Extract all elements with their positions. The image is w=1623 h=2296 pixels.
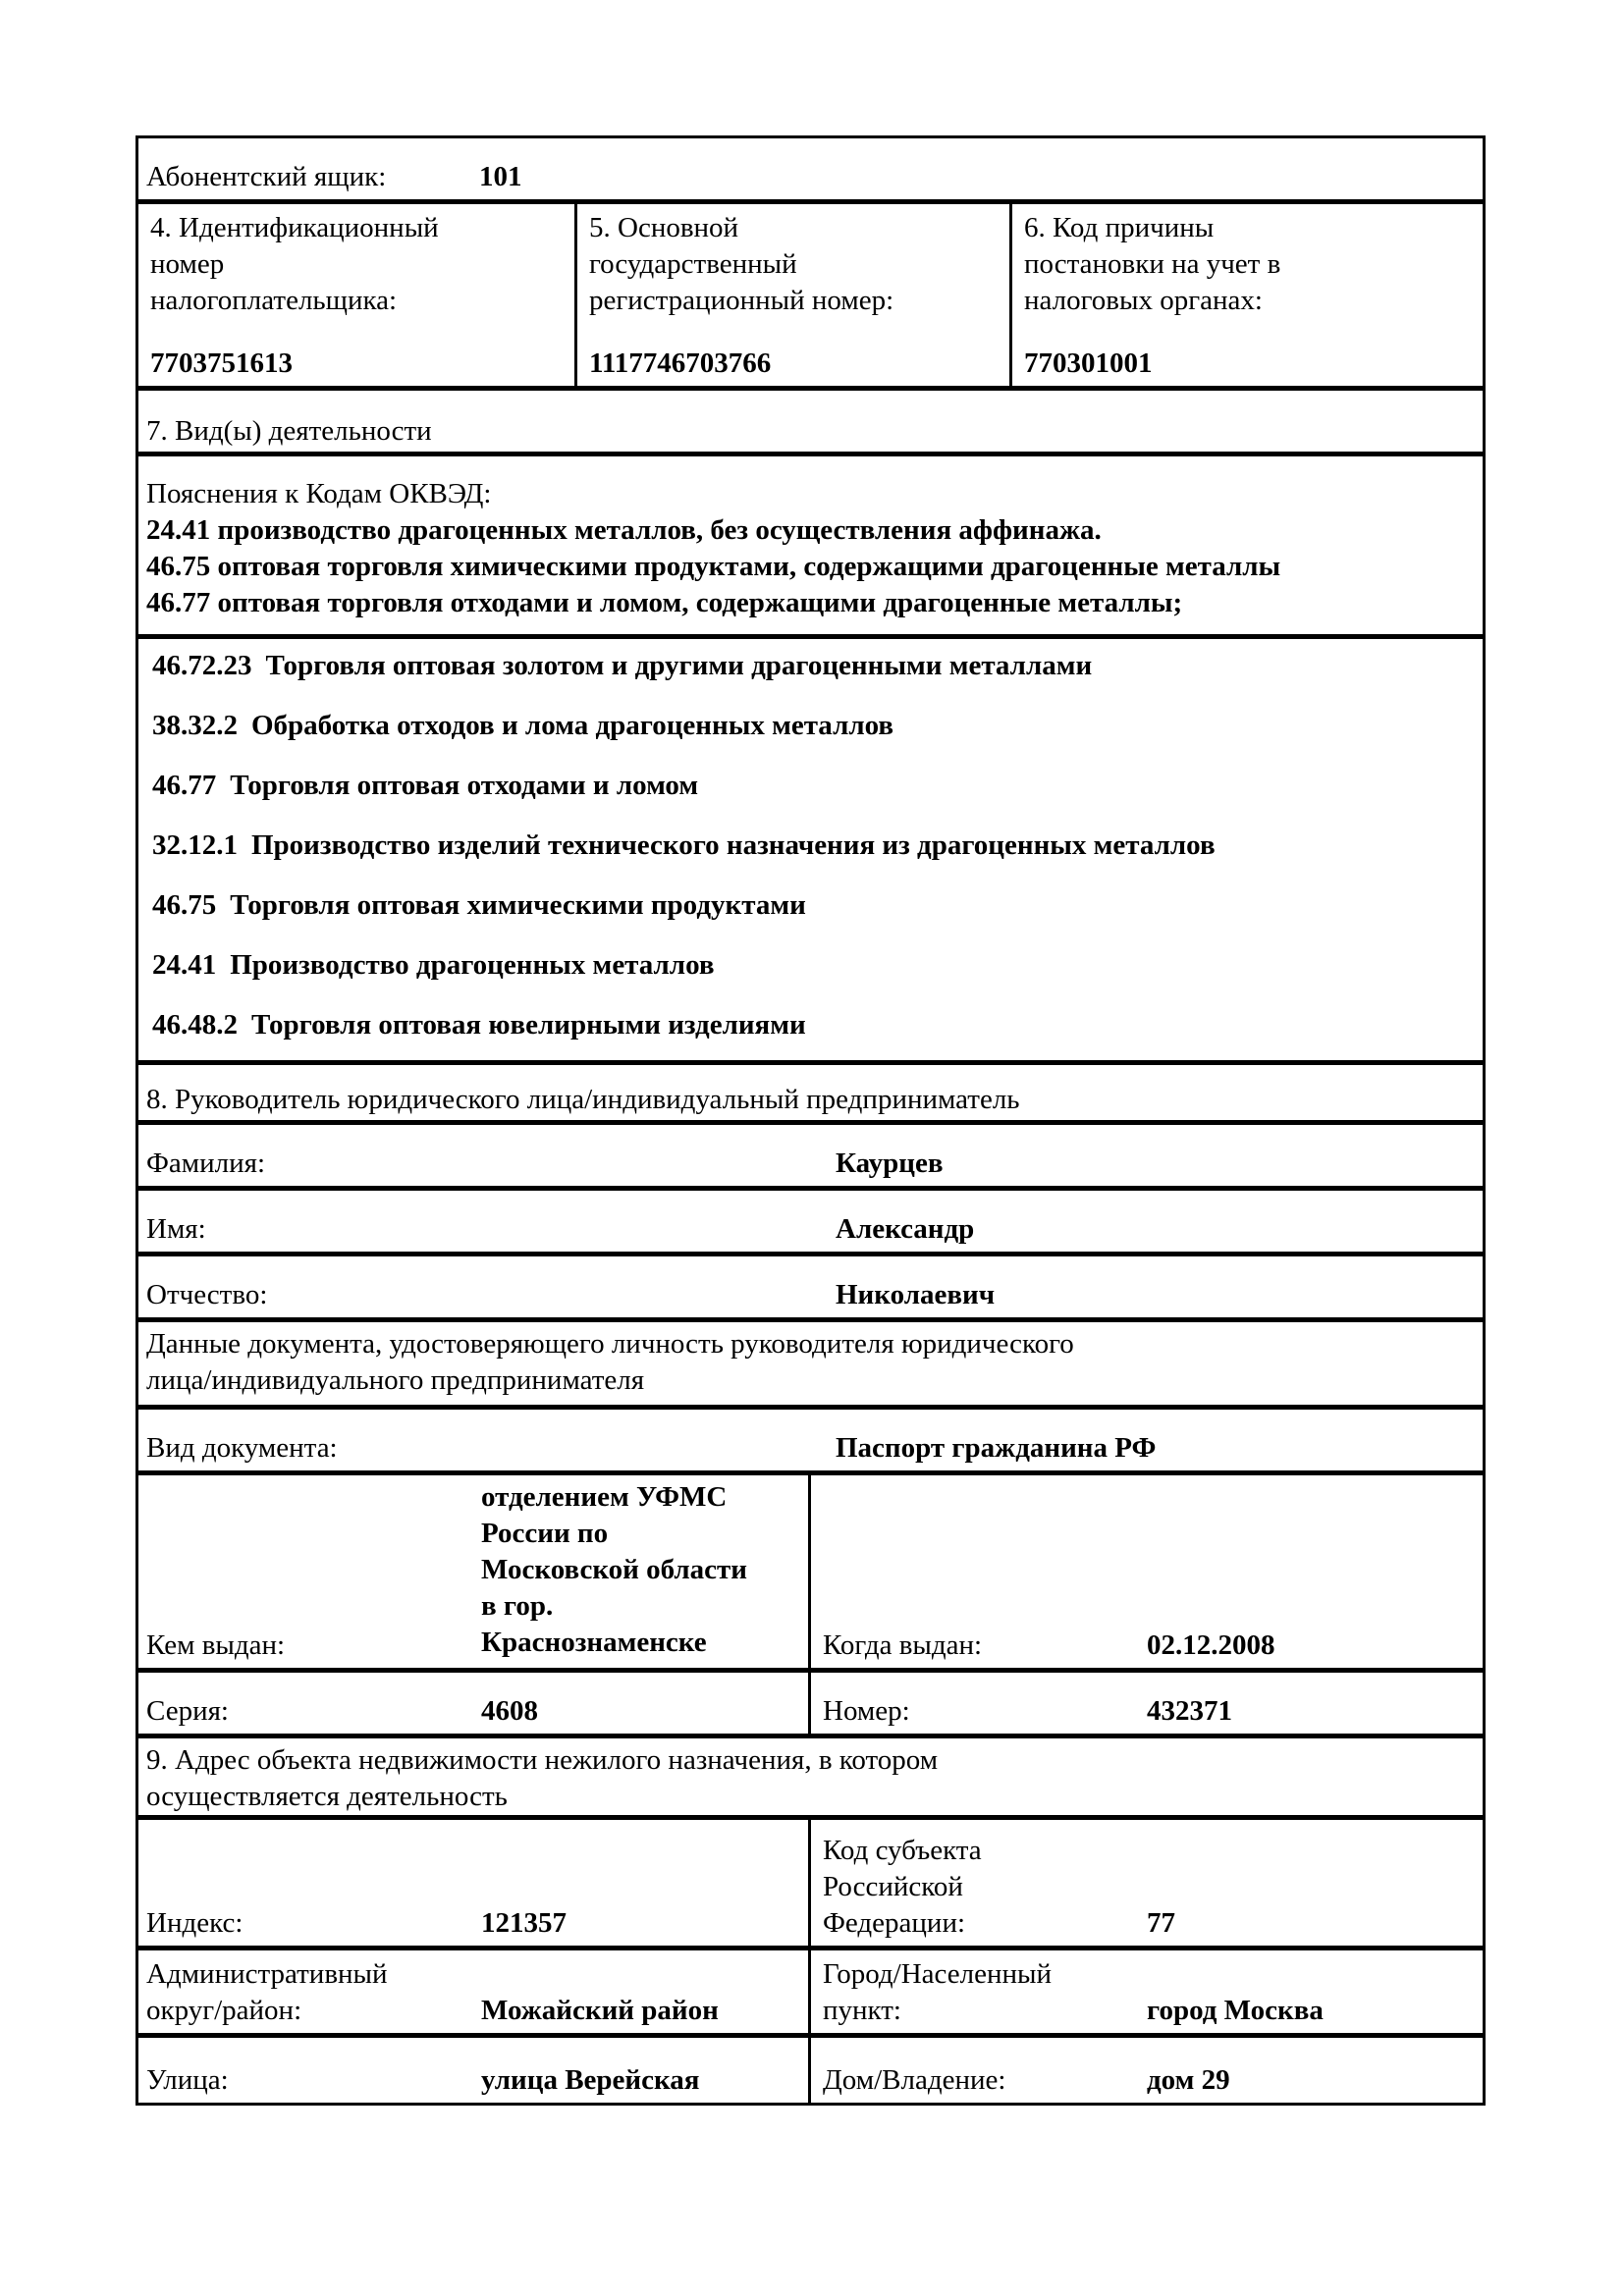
- issued-date-value: 02.12.2008: [1147, 1629, 1275, 1661]
- id-document-header-line: Данные документа, удостоверяющего личность руководителя юридического: [146, 1328, 1074, 1360]
- district-cell: [138, 1950, 808, 2033]
- series-value: 4608: [481, 1695, 538, 1727]
- index-cell: [138, 1820, 808, 1946]
- series-cell: [138, 1673, 808, 1734]
- patronymic-row: [138, 1256, 1483, 1322]
- region-code-label-line: Российской: [823, 1871, 963, 1902]
- inn-label-line: 4. Идентификационный: [150, 212, 439, 243]
- issued-by-line: Московской области: [481, 1554, 748, 1585]
- mailbox-row: [138, 138, 1483, 204]
- house-label: Дом/Владение:: [823, 2064, 1006, 2096]
- number-label: Номер:: [823, 1695, 910, 1727]
- address-header-row: [138, 1738, 1483, 1820]
- okved-code: 46.48.2: [152, 1009, 238, 1041]
- okved-name: Обработка отходов и лома драгоценных металлов: [251, 710, 894, 741]
- okved-item: [152, 705, 1475, 765]
- city-label-line: Город/Населенный: [823, 1958, 1052, 1990]
- district-label: [146, 1956, 388, 2029]
- inn-cell: [138, 204, 574, 386]
- okved-explanations-label: Пояснения к Кодам ОКВЭД:: [146, 478, 492, 509]
- issued-by-cell: [138, 1475, 808, 1668]
- doc-type-label: Вид документа:: [146, 1432, 338, 1464]
- okved-item: [152, 944, 1475, 1004]
- okved-code: 46.72.23: [152, 650, 252, 681]
- okved-name: Производство драгоценных металлов: [230, 949, 715, 981]
- street-cell: [138, 2038, 808, 2103]
- issued-date-cell: [808, 1475, 1483, 1668]
- issued-by-value: [481, 1479, 805, 1661]
- inn-label-line: номер: [150, 248, 225, 280]
- city-label: [823, 1956, 1052, 2029]
- name-row: [138, 1191, 1483, 1256]
- okved-explanation: 46.77 оптовая торговля отходами и ломом, содержащими драгоценные металлы;: [146, 587, 1183, 618]
- district-label-line: округ/район:: [146, 1995, 302, 2026]
- name-label: Имя:: [146, 1213, 206, 1245]
- city-value: город Москва: [1147, 1995, 1324, 2026]
- okved-code: 32.12.1: [152, 829, 238, 861]
- mailbox-value: 101: [479, 161, 522, 192]
- doc-type-value: Паспорт гражданина РФ: [836, 1432, 1157, 1464]
- okved-name: Торговля оптовая ювелирными изделиями: [251, 1009, 806, 1041]
- city-label-line: пункт:: [823, 1995, 901, 2026]
- street-value: улица Верейская: [481, 2064, 700, 2096]
- issued-by-line: в гор.: [481, 1590, 554, 1622]
- kpp-label-line: постановки на учет в: [1024, 248, 1281, 280]
- address-header-line: осуществляется деятельность: [146, 1781, 508, 1812]
- okved-code: 38.32.2: [152, 710, 238, 741]
- patronymic-value: Николаевич: [836, 1279, 996, 1310]
- ogrn-label-line: регистрационный номер:: [589, 285, 894, 316]
- street-house-row: [138, 2038, 1483, 2103]
- issued-by-line: России по: [481, 1518, 609, 1549]
- name-value: Александр: [836, 1213, 975, 1245]
- id-document-header-row: [138, 1322, 1483, 1410]
- okved-list: [138, 639, 1483, 1065]
- okved-code: 46.77: [152, 770, 217, 801]
- tax-ids-row: [138, 204, 1483, 391]
- region-code-label-line: Федерации:: [823, 1907, 966, 1939]
- kpp-label-line: налоговых органах:: [1024, 285, 1263, 316]
- city-cell: [808, 1950, 1483, 2033]
- kpp-label-line: 6. Код причины: [1024, 212, 1215, 243]
- issued-by-label: Кем выдан:: [146, 1629, 286, 1661]
- inn-label-line: налогоплательщика:: [150, 285, 398, 316]
- okved-code: 24.41: [152, 949, 217, 981]
- surname-value: Каурцев: [836, 1148, 944, 1179]
- district-city-row: [138, 1950, 1483, 2038]
- district-value: Можайский район: [481, 1995, 719, 2026]
- okved-explanations-row: [138, 456, 1483, 639]
- ogrn-cell: [574, 204, 1009, 386]
- ogrn-value: 1117746703766: [589, 347, 772, 379]
- kpp-value: 770301001: [1024, 347, 1153, 379]
- okved-explanation: 24.41 производство драгоценных металлов, без осуществления аффинажа.: [146, 514, 1102, 546]
- number-cell: [808, 1673, 1483, 1734]
- ogrn-label-line: государственный: [589, 248, 797, 280]
- index-label: Индекс:: [146, 1907, 243, 1939]
- issued-by-line: Краснознаменске: [481, 1627, 707, 1658]
- mailbox-label: Абонентский ящик:: [146, 161, 387, 192]
- kpp-cell: [1009, 204, 1483, 386]
- okved-explanation: 46.75 оптовая торговля химическими продуктами, содержащими драгоценные металлы: [146, 551, 1281, 582]
- okved-item: [152, 884, 1475, 944]
- ogrn-label-line: 5. Основной: [589, 212, 739, 243]
- region-code-value: 77: [1147, 1907, 1175, 1939]
- okved-item: [152, 645, 1475, 705]
- okved-item: [152, 765, 1475, 825]
- number-value: 432371: [1147, 1695, 1232, 1727]
- okved-name: Торговля оптовая золотом и другими драгоценными металлами: [265, 650, 1093, 681]
- street-label: Улица:: [146, 2064, 229, 2096]
- registration-form-table: [135, 135, 1486, 2106]
- activities-header-row: [138, 391, 1483, 456]
- issued-row: [138, 1475, 1483, 1673]
- okved-item: [152, 825, 1475, 884]
- address-header-line: 9. Адрес объекта недвижимости нежилого назначения, в котором: [146, 1744, 939, 1776]
- head-header: 8. Руководитель юридического лица/индивидуальный предприниматель: [146, 1084, 1020, 1115]
- surname-label: Фамилия:: [146, 1148, 266, 1179]
- okved-code: 46.75: [152, 889, 217, 921]
- index-value: 121357: [481, 1907, 567, 1939]
- region-code-cell: [808, 1820, 1483, 1946]
- okved-item: [152, 1004, 1475, 1064]
- head-header-row: [138, 1065, 1483, 1125]
- patronymic-label: Отчество:: [146, 1279, 268, 1310]
- region-code-label: [823, 1833, 982, 1942]
- surname-row: [138, 1125, 1483, 1191]
- activities-header: 7. Вид(ы) деятельности: [146, 415, 432, 447]
- house-cell: [808, 2038, 1483, 2103]
- region-code-label-line: Код субъекта: [823, 1835, 982, 1866]
- house-value: дом 29: [1147, 2064, 1230, 2096]
- series-label: Серия:: [146, 1695, 229, 1727]
- id-document-header-line: лица/индивидуального предпринимателя: [146, 1364, 645, 1396]
- district-label-line: Административный: [146, 1958, 388, 1990]
- okved-name: Торговля оптовая отходами и ломом: [230, 770, 699, 801]
- okved-name: Торговля оптовая химическими продуктами: [230, 889, 806, 921]
- issued-by-line: отделением УФМС: [481, 1481, 728, 1513]
- issued-date-label: Когда выдан:: [823, 1629, 983, 1661]
- series-number-row: [138, 1673, 1483, 1738]
- index-region-row: [138, 1820, 1483, 1950]
- inn-value: 7703751613: [150, 347, 293, 379]
- okved-name: Производство изделий технического назначения из драгоценных металлов: [251, 829, 1216, 861]
- doc-type-row: [138, 1410, 1483, 1475]
